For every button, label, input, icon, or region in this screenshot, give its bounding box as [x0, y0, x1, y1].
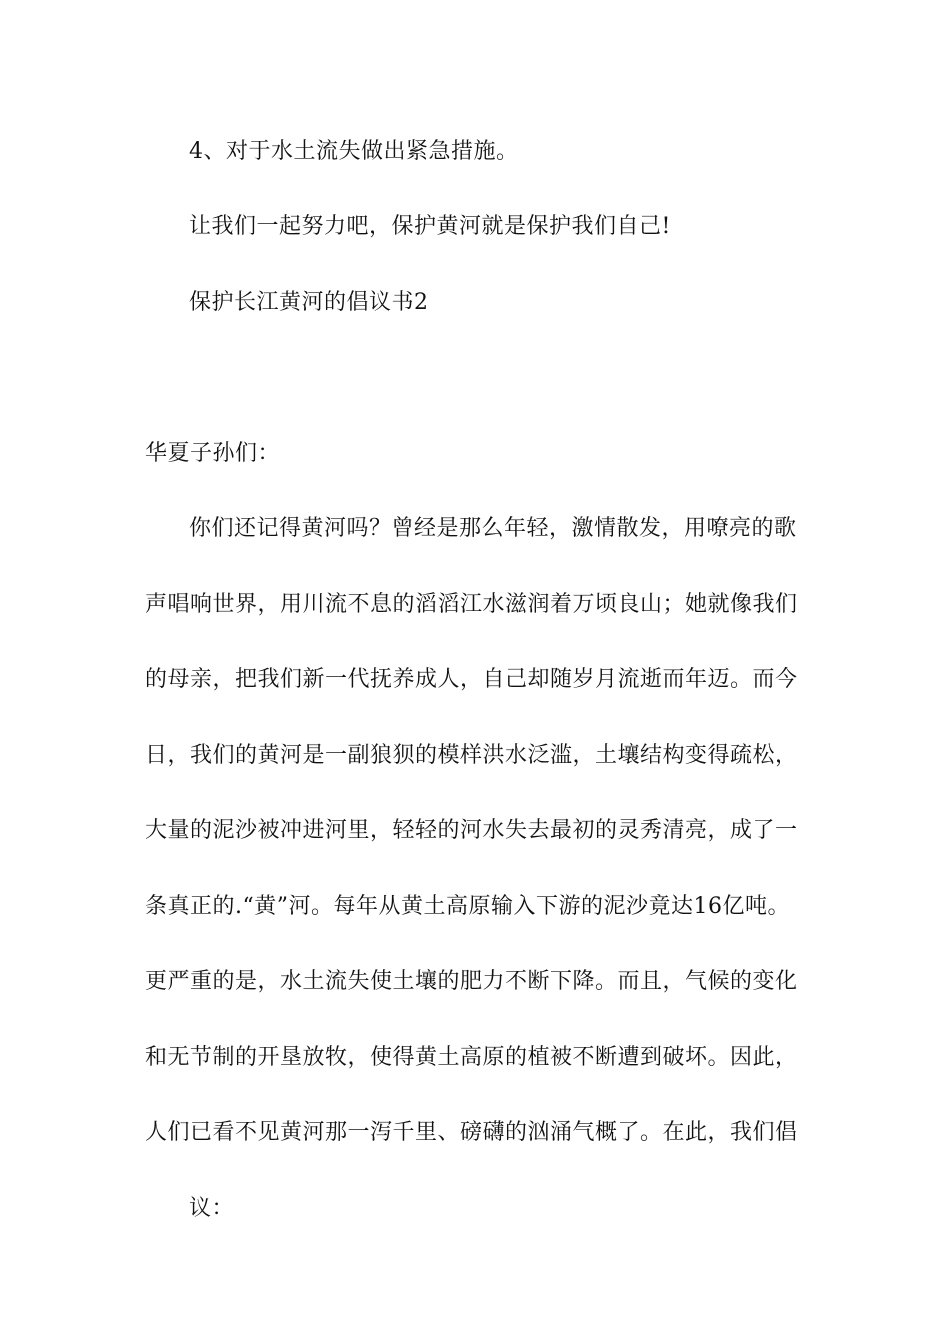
paragraph-line-8: 和无节制的开垦放牧，使得黄土高原的植被不断遭到破坏。因此， — [145, 1045, 798, 1070]
paragraph-line-9: 人们已看不见黄河那一泻千里、磅礴的汹涌气概了。在此，我们倡 — [145, 1120, 798, 1145]
paragraph-line-3: 的母亲，把我们新一代抚养成人，自己却随岁月流逝而年迈。而今 — [145, 667, 798, 692]
list-item-4: 4、对于水土流失做出紧急措施。 — [189, 139, 519, 164]
paragraph-line-10: 议： — [189, 1196, 235, 1221]
paragraph-line-5: 大量的泥沙被冲进河里，轻轻的河水失去最初的灵秀清亮，成了一 — [145, 818, 798, 843]
paragraph-line-1: 你们还记得黄河吗？曾经是那么年轻，激情散发，用嘹亮的歌 — [189, 516, 797, 541]
paragraph-line-4: 日，我们的黄河是一副狼狈的模样洪水泛滥，土壤结构变得疏松， — [145, 743, 798, 768]
salutation: 华夏子孙们： — [145, 441, 281, 466]
section-title: 保护长江黄河的倡议书2 — [189, 290, 429, 315]
paragraph-line-2: 声唱响世界，用川流不息的滔滔江水滋润着万顷良山；她就像我们 — [145, 592, 798, 617]
paragraph-line-7: 更严重的是，水土流失使土壤的肥力不断下降。而且，气候的变化 — [145, 969, 798, 994]
paragraph-line-6: 条真正的.“黄”河。每年从黄土高原输入下游的泥沙竟达16亿吨。 — [145, 894, 790, 919]
closing-slogan: 让我们一起努力吧，保护黄河就是保护我们自己! — [189, 214, 671, 239]
